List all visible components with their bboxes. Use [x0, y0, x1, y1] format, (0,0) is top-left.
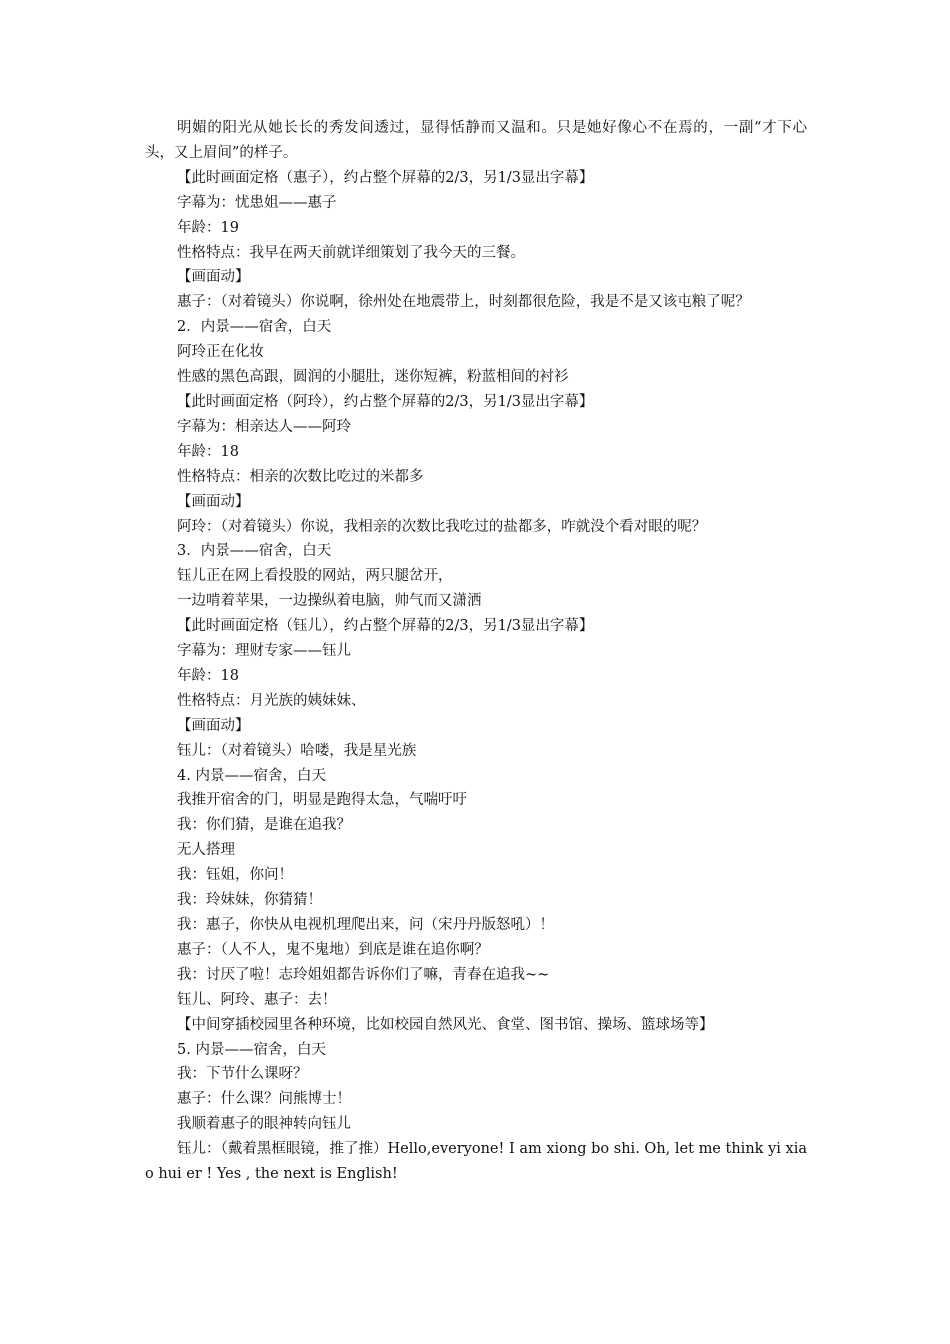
paragraph: 我顺着惠子的眼神转向钰儿	[177, 1116, 351, 1133]
paragraph: 我：惠子，你快从电视机理爬出来，问（宋丹丹版怒吼）！	[177, 917, 554, 933]
paragraph: 性感的黑色高跟，圆润的小腿肚，迷你短裤，粉蓝相间的衬衫	[177, 369, 569, 386]
paragraph: 年龄：19	[177, 219, 239, 236]
paragraph: 我推开宿舍的门，明显是跑得太急，气喘吁吁	[177, 792, 467, 809]
paragraph: 我：玲妹妹，你猜猜！	[177, 892, 322, 909]
paragraph: 3．内景——宿舍，白天	[177, 543, 332, 560]
paragraph: 字幕为：理财专家——钰儿	[177, 643, 351, 660]
paragraph: 我：钰姐，你问！	[177, 867, 293, 884]
paragraph: 性格特点：我早在两天前就详细策划了我今天的三餐。	[177, 244, 525, 261]
paragraph: 一边啃着苹果，一边操纵着电脑，帅气而又潇洒	[177, 593, 482, 610]
paragraph: 无人搭理	[177, 842, 235, 859]
paragraph: 性格特点：月光族的姨妹妹、	[177, 692, 366, 709]
paragraph: 惠子：什么课？问熊博士！	[177, 1091, 351, 1108]
paragraph: 钰儿：（对着镜头）哈喽，我是星光族	[177, 742, 417, 759]
paragraph: 5. 内景——宿舍，白天	[177, 1041, 326, 1058]
paragraph: 【此时画面定格（钰儿），约占整个屏幕的2/3，另1/3显出字幕】	[177, 618, 594, 635]
paragraph: 钰儿正在网上看投股的网站，两只腿岔开，	[177, 568, 453, 585]
document-body	[145, 116, 807, 1187]
paragraph: 阿玲：（对着镜头）你说，我相亲的次数比我吃过的盐都多，咋就没个看对眼的呢？	[177, 518, 707, 535]
paragraph: 钰儿、阿玲、惠子：去！	[177, 991, 337, 1008]
paragraph: 【画面动】	[177, 269, 250, 286]
paragraph: 4. 内景——宿舍，白天	[177, 767, 326, 784]
paragraph: 我：讨厌了啦！志玲姐姐都告诉你们了嘛，青春在追我~~	[177, 966, 550, 983]
paragraph: 我：下节什么课呀？	[177, 1066, 308, 1083]
paragraph: 【此时画面定格（惠子），约占整个屏幕的2/3，另1/3显出字幕】	[177, 169, 594, 186]
paragraph: 年龄：18	[177, 667, 239, 684]
paragraph: 【画面动】	[177, 717, 250, 734]
paragraph: 字幕为：相亲达人——阿玲	[177, 418, 351, 435]
paragraph: 【画面动】	[177, 493, 250, 510]
paragraph: 【中间穿插校园里各种环境，比如校园自然风光、食堂、图书馆、操场、篮球场等】	[177, 1016, 714, 1033]
paragraph: 惠子：（对着镜头）你说啊，徐州处在地震带上，时刻都很危险，我是不是又该屯粮了呢？	[177, 294, 750, 311]
paragraph: 【此时画面定格（阿玲），约占整个屏幕的2/3，另1/3显出字幕】	[177, 393, 594, 410]
paragraph: 字幕为：忧患姐——惠子	[177, 194, 337, 211]
paragraph: 性格特点：相亲的次数比吃过的米都多	[177, 468, 424, 485]
paragraph: 阿玲正在化妆	[177, 344, 264, 361]
paragraph: 2．内景——宿舍，白天	[177, 319, 332, 336]
paragraph: 明媚的阳光从她长长的秀发间透过，显得恬静而又温和。只是她好像心不在焉的，一副“才下心头，又上眉间”的样子。	[145, 120, 807, 161]
paragraph: 惠子：（人不人，鬼不鬼地）到底是谁在追你啊？	[177, 941, 489, 958]
paragraph: 年龄：18	[177, 443, 239, 460]
paragraph: 钰儿：（戴着黑框眼镜，推了推）Hello,everyone! I am xiong bo shi. Oh, let me think yi xiao hui er ! Yes , the next is English!	[145, 1141, 807, 1183]
paragraph: 我：你们猜，是谁在追我？	[177, 817, 351, 834]
